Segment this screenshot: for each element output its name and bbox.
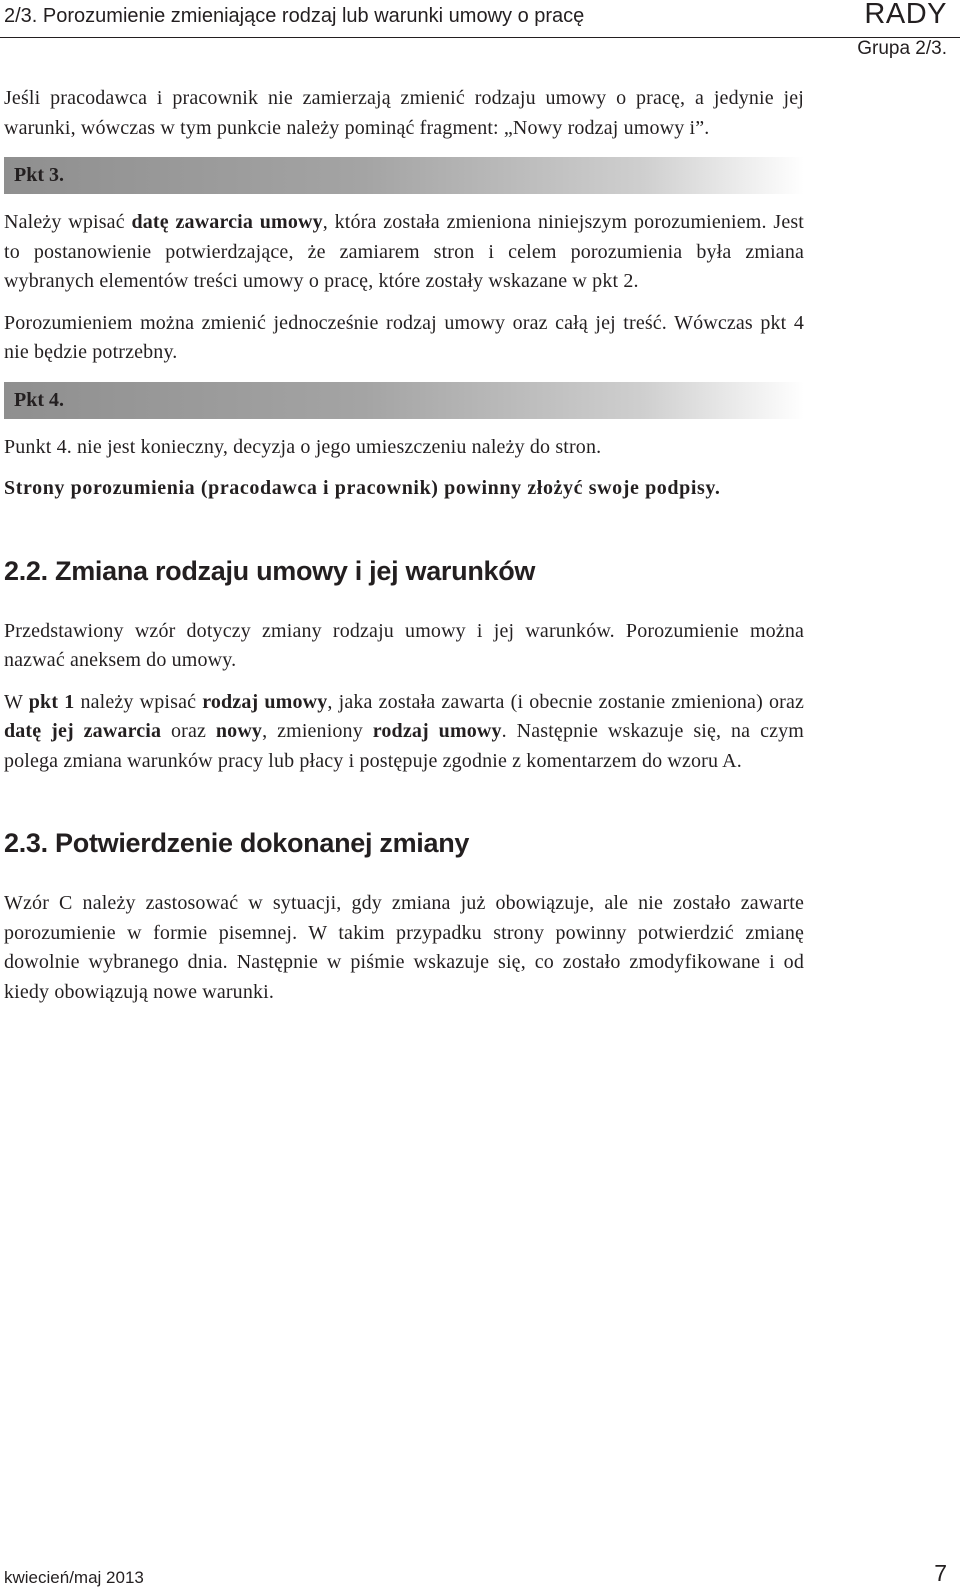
section-2-2-paragraph-1: Przedstawiony wzór dotyczy zmiany rodzaju umowy i jej warunków. Porozumienie można nazwać aneksem do umowy.: [4, 619, 804, 671]
page-body: [4, 84, 804, 1019]
pkt4-paragraph-1: Punkt 4. nie jest konieczny, decyzja o jego umieszczeniu należy do stron.: [4, 435, 602, 458]
intro-paragraph: Jeśli pracodawca i pracownik nie zamierzają zmienić rodzaju umowy o pracę, a jedynie jej warunki, wówczas w tym punkcie należy pominąć fragment: „Nowy rodzaj umowy i”.: [4, 87, 804, 139]
page-header: [0, 0, 960, 38]
section-2-2-heading: 2.2. Zmiana rodzaju umowy i jej warunków: [4, 555, 536, 586]
brand-label: RADY: [864, 0, 947, 30]
section-2-3-heading: 2.3. Potwierdzenie dokonanej zmiany: [4, 828, 470, 858]
group-label: Grupa 2/3.: [857, 38, 947, 59]
pkt3-paragraph-1: Należy wpisać datę zawarcia umowy, która została zmieniona niniejszym porozumieniem. Jest to postanowienie potwierdzające, że zamiarem stron i celem porozumienia była zmiana wybranych elementów treści umowy o pracę, które zostały wskazane w pkt 2.: [4, 211, 804, 292]
running-header-title: 2/3. Porozumienie zmieniające rodzaj lub warunki umowy o pracę: [4, 5, 585, 27]
pkt4-paragraph-2: Strony porozumienia (pracodawca i pracownik) powinny złożyć swoje podpisy.: [4, 477, 721, 499]
page-number: 7: [934, 1560, 947, 1586]
section-2-3-paragraph-1: Wzór C należy zastosować w sytuacji, gdy zmiana już obowiązuje, ale nie zostało zawarte porozumienie w formie pisemnej. W takim przypadku strony powinny potwierdzić zmianę dowolnie wybranego dnia. Następnie w piśmie wskazuje się, co zostało zmodyfikowane i od kiedy obowiązują nowe warunki.: [4, 892, 804, 1003]
section-2-2-paragraph-2: W pkt 1 należy wpisać rodzaj umowy, jaka została zawarta (i obecnie zostanie zmieniona) oraz datę jej zawarcia oraz nowy, zmieniony rodzaj umowy. Następnie wskazuje się, na czym polega zmiana warunków pracy lub płacy i postępuje zgodnie z komentarzem do wzoru A.: [4, 690, 804, 772]
issue-date: kwiecień/maj 2013: [4, 1568, 144, 1587]
pkt4-heading: Pkt 4.: [4, 382, 804, 419]
pkt3-paragraph-2: Porozumieniem można zmienić jednocześnie rodzaj umowy oraz całą jej treść. Wówczas pkt 4 nie będzie potrzebny.: [4, 311, 804, 363]
pkt3-heading: Pkt 3.: [4, 157, 804, 194]
